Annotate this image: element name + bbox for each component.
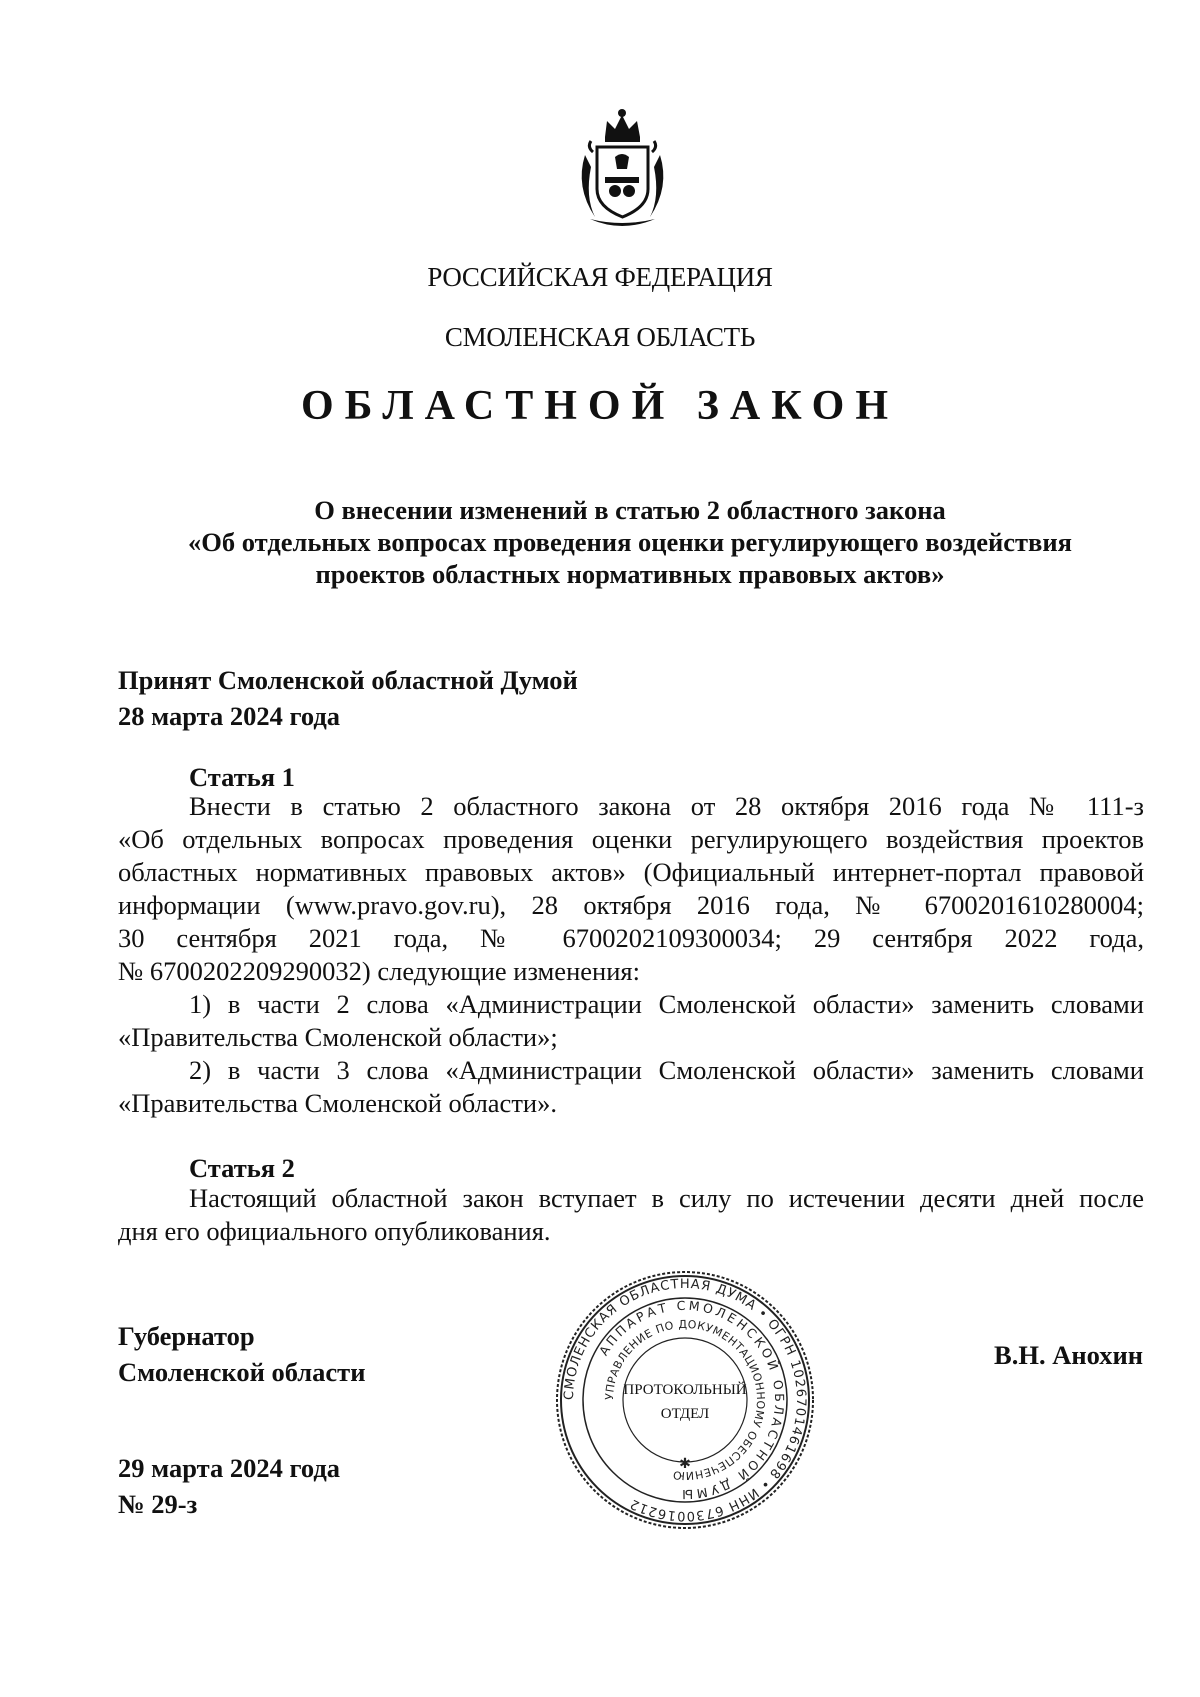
coat-of-arms-emblem — [565, 107, 680, 235]
article-1-item-1: 1) в части 2 слова «Администрации Смоленской области» заменить словами — [189, 989, 1144, 1019]
article-2-heading: Статья 2 — [189, 1153, 295, 1183]
region-name: СМОЛЕНСКАЯ ОБЛАСТЬ — [444, 322, 756, 352]
seal-center-line: ПРОТОКОЛЬНЫЙ — [623, 1382, 747, 1398]
article-1-line: «Правительства Смоленской области»; — [118, 1022, 558, 1052]
article-1-line: «Правительства Смоленской области». — [118, 1088, 557, 1118]
seal-star-icon: ✱ — [679, 1457, 691, 1472]
signatory-name: В.Н. Анохин — [994, 1340, 1143, 1370]
article-1-line: № 6700202209290032) следующие изменения: — [118, 956, 640, 986]
signatory-position-line: Смоленской области — [118, 1357, 366, 1387]
article-1-body — [118, 790, 1144, 1120]
article-1-line: «Об отдельных вопросах проведения оценки регулирующего воздействия проектов — [118, 824, 1144, 854]
article-1-heading: Статья 1 — [189, 762, 295, 792]
article-1-line: областных нормативных правовых актов» (Официальный интернет-портал правовой — [118, 857, 1144, 887]
seal-outer-ring-text: СМОЛЕНСКАЯ ОБЛАСТНАЯ ДУМА • ОГРН 1026701461698 • ИНН 6730016212 — [561, 1276, 809, 1524]
adoption-info — [118, 662, 578, 734]
signatory-position — [118, 1318, 365, 1390]
law-title-line: «Об отдельных вопросах проведения оценки регулирующего воздействия — [188, 527, 1072, 557]
article-2-line: Настоящий областной закон вступает в силу по истечении десяти дней после — [189, 1183, 1144, 1213]
adoption-body: Принят Смоленской областной Думой — [118, 665, 578, 695]
document-type-heading: ОБЛАСТНОЙ ЗАКОН — [300, 383, 900, 429]
law-title-line: проектов областных нормативных правовых актов» — [315, 559, 945, 589]
seal-middle-ring-text: АППАРАТ СМОЛЕНСКОЙ ОБЛАСТНОЙ ДУМЫ — [595, 1297, 788, 1503]
signing-date: 29 марта 2024 года — [118, 1453, 340, 1483]
law-title — [120, 494, 1140, 590]
law-title-line: О внесении изменений в статью 2 областного закона — [314, 495, 946, 525]
seal-center-line: ОТДЕЛ — [660, 1406, 710, 1422]
article-2-body — [118, 1182, 1144, 1248]
article-1-line: 30 сентября 2021 года, № 6700202109300034; 29 сентября 2022 года, — [118, 923, 1144, 953]
article-1-item-2: 2) в части 3 слова «Администрации Смоленской области» заменить словами — [189, 1055, 1144, 1085]
signatory-position-line: Губернатор — [118, 1321, 255, 1351]
official-seal-stamp — [553, 1268, 817, 1532]
law-number: № 29-з — [118, 1489, 198, 1519]
seal-inner-ring-text: УПРАВЛЕНИЕ ПО ДОКУМЕНТАЦИОННОМУ ОБЕСПЕЧЕНИЮ — [602, 1317, 768, 1483]
article-1-line: Внести в статью 2 областного закона от 28 октября 2016 года № 111-з — [189, 791, 1144, 821]
signing-info — [118, 1450, 340, 1522]
article-2-line: дня его официального опубликования. — [118, 1216, 551, 1246]
article-1-line: информации (www.pravo.gov.ru), 28 октября 2016 года, № 6700201610280004; — [118, 890, 1144, 920]
adoption-date: 28 марта 2024 года — [118, 701, 340, 731]
country-name: РОССИЙСКАЯ ФЕДЕРАЦИЯ — [427, 262, 773, 292]
